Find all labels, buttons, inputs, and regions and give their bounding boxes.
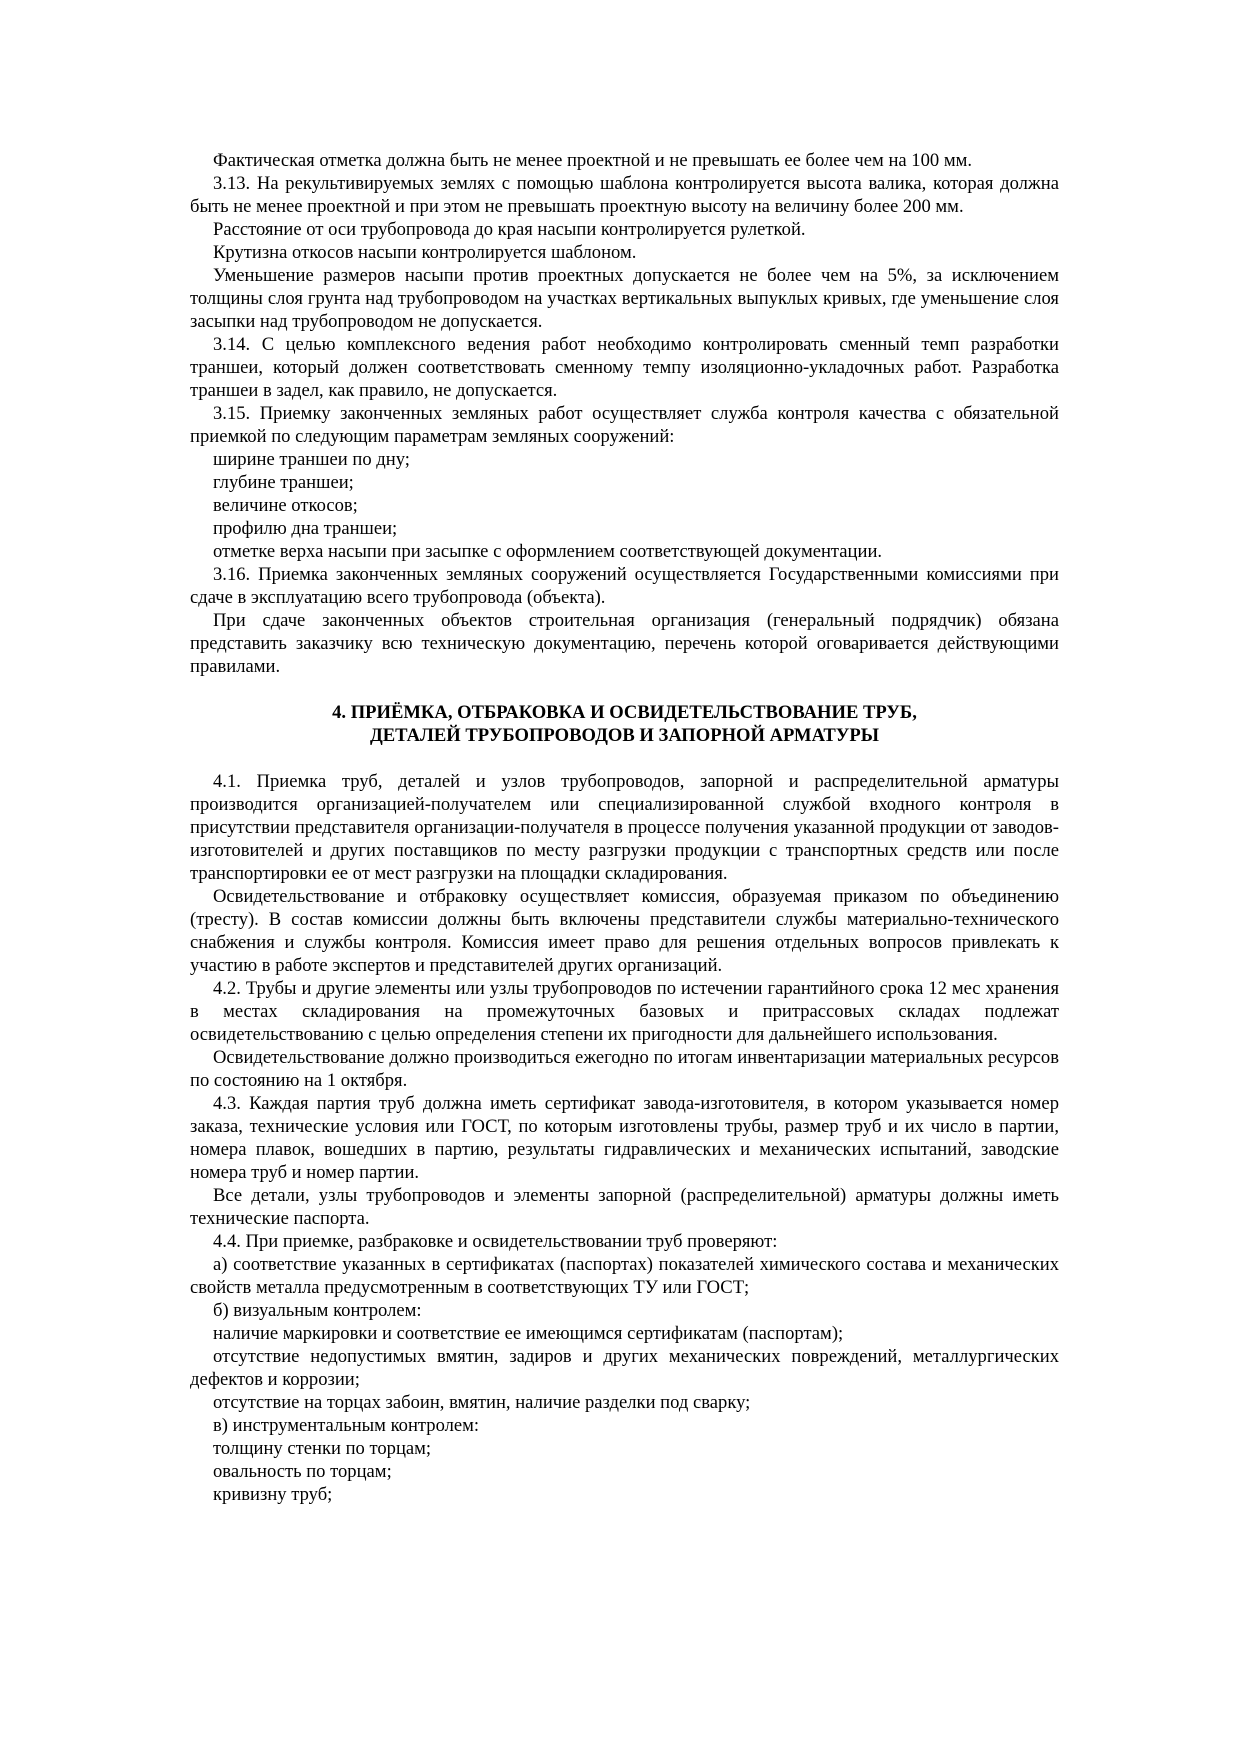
paragraph: 4.4. При приемке, разбраковке и освидетельствовании труб проверяют:: [213, 1231, 778, 1252]
paragraph: наличие маркировки и соответствие ее имеющимся сертификатам (паспортам);: [213, 1323, 844, 1344]
paragraph: толщину стенки по торцам;: [213, 1438, 432, 1459]
paragraph: отсутствие недопустимых вмятин, задиров и других механических повреждений, металлургических дефектов и коррозии;: [190, 1346, 1059, 1390]
paragraph: Расстояние от оси трубопровода до края насыпи контролируется рулеткой.: [213, 219, 806, 240]
heading-line-2: ДЕТАЛЕЙ ТРУБОПРОВОДОВ И ЗАПОРНОЙ АРМАТУРЫ: [369, 725, 880, 746]
paragraph: профилю дна траншеи;: [213, 518, 398, 539]
spacer: [190, 678, 1059, 701]
paragraph: величине откосов;: [213, 495, 358, 516]
paragraph: Уменьшение размеров насыпи против проектных допускается не более чем на 5%, за исключением толщины слоя грунта над трубопроводом на участках вертикальных выпуклых кривых, где уменьшение слоя засыпки над трубопроводом не допускается.: [190, 265, 1059, 332]
paragraph: отметке верха насыпи при засыпке с оформлением соответствующей документации.: [213, 541, 883, 562]
paragraph: 3.14. С целью комплексного ведения работ необходимо контролировать сменный темп разработки траншеи, который должен соответствовать сменному темпу изоляционно-укладочных работ. Разработка траншеи в задел, как правило, не допускается.: [190, 334, 1059, 401]
paragraph: в) инструментальным контролем:: [213, 1415, 480, 1436]
section-3-continuation: [190, 149, 1059, 678]
paragraph: Крутизна откосов насыпи контролируется шаблоном.: [213, 242, 637, 263]
paragraph: б) визуальным контролем:: [213, 1300, 422, 1321]
paragraph: Все детали, узлы трубопроводов и элементы запорной (распределительной) арматуры должны иметь технические паспорта.: [190, 1185, 1059, 1229]
paragraph: глубине траншеи;: [213, 472, 354, 493]
paragraph: ширине траншеи по дну;: [213, 449, 410, 470]
paragraph: Фактическая отметка должна быть не менее проектной и не превышать ее более чем на 100 мм.: [213, 150, 973, 171]
paragraph: а) соответствие указанных в сертификатах (паспортах) показателей химического состава и механических свойств металла предусмотренным в соответствующих ТУ или ГОСТ;: [190, 1254, 1059, 1298]
paragraph: 3.13. На рекультивируемых землях с помощью шаблона контролируется высота валика, которая должна быть не менее проектной и при этом не превышать проектную высоту на величину более 200 мм.: [190, 173, 1059, 217]
paragraph: Освидетельствование должно производиться ежегодно по итогам инвентаризации материальных ресурсов по состоянию на 1 октября.: [190, 1047, 1059, 1091]
document-page: [190, 149, 1059, 1506]
paragraph: 4.1. Приемка труб, деталей и узлов трубопроводов, запорной и распределительной арматуры производится организацией-получателем или специализированной службой входного контроля в присутствии представителя организации-получателя в процессе получения указанной продукции от заводов-изготовителей и других поставщиков по месту разгрузки продукции с транспортных средств или после транспортировки ее от мест разгрузки на площадки складирования.: [190, 771, 1059, 884]
section-4-body: [190, 770, 1059, 1506]
heading-line-1: 4. ПРИЁМКА, ОТБРАКОВКА И ОСВИДЕТЕЛЬСТВОВАНИЕ ТРУБ,: [332, 702, 917, 723]
section-4-heading: [190, 701, 1059, 747]
paragraph: овальность по торцам;: [213, 1461, 392, 1482]
paragraph: отсутствие на торцах забоин, вмятин, наличие разделки под сварку;: [213, 1392, 751, 1413]
paragraph: 4.3. Каждая партия труб должна иметь сертификат завода-изготовителя, в котором указывается номер заказа, технические условия или ГОСТ, по которым изготовлены трубы, размер труб и их число в партии, номера плавок, вошедших в партию, результаты гидравлических и механических испытаний, заводские номера труб и номер партии.: [190, 1093, 1059, 1183]
paragraph: 3.16. Приемка законченных земляных сооружений осуществляется Государственными комиссиями при сдаче в эксплуатацию всего трубопровода (объекта).: [190, 564, 1059, 608]
spacer: [190, 747, 1059, 770]
paragraph: При сдаче законченных объектов строительная организация (генеральный подрядчик) обязана представить заказчику всю техническую документацию, перечень которой оговаривается действующими правилами.: [190, 610, 1059, 677]
paragraph: Освидетельствование и отбраковку осуществляет комиссия, образуемая приказом по объединению (тресту). В состав комиссии должны быть включены представители службы материально-технического снабжения и службы контроля. Комиссия имеет право для решения отдельных вопросов привлекать к участию в работе экспертов и представителей других организаций.: [190, 886, 1059, 976]
paragraph: 4.2. Трубы и другие элементы или узлы трубопроводов по истечении гарантийного срока 12 мес хранения в местах складирования на промежуточных базовых и притрассовых складах подлежат освидетельствованию с целью определения степени их пригодности для дальнейшего использования.: [190, 978, 1059, 1045]
paragraph: кривизну труб;: [213, 1484, 333, 1505]
paragraph: 3.15. Приемку законченных земляных работ осуществляет служба контроля качества с обязательной приемкой по следующим параметрам земляных сооружений:: [190, 403, 1059, 447]
